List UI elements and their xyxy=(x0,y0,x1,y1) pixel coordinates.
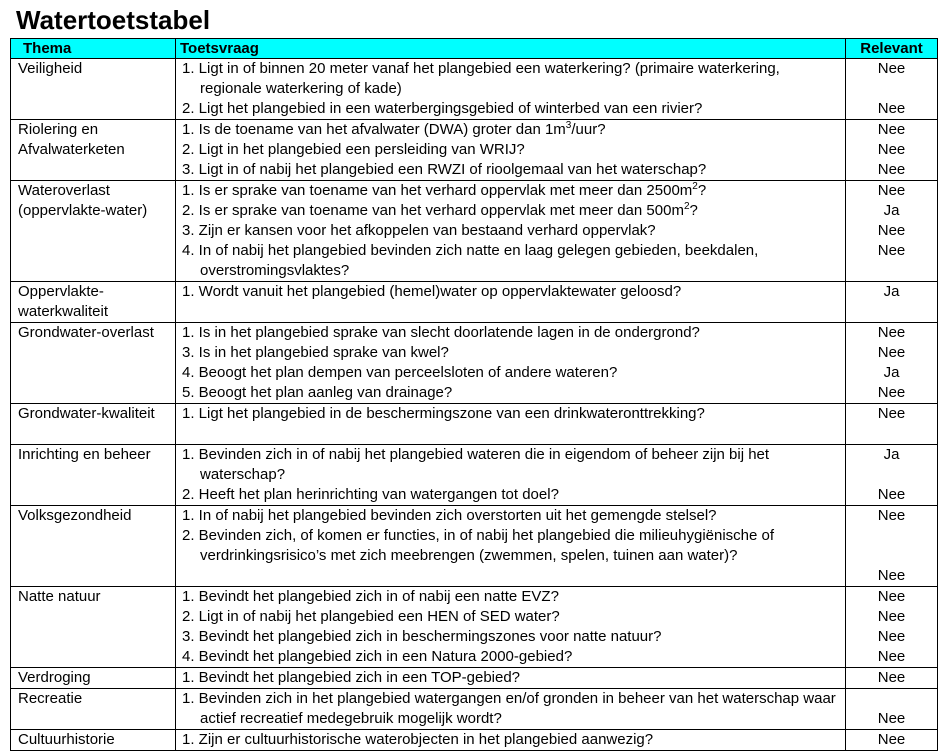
table-row xyxy=(11,445,938,506)
relevant-cell xyxy=(846,323,938,404)
header-toetsvraag: Toetsvraag xyxy=(176,39,846,59)
relevant-value: Nee xyxy=(877,507,906,524)
document-title: Watertoetstabel xyxy=(16,5,211,35)
toetsvraag-cell xyxy=(176,282,846,323)
thema-cell: Recreatie xyxy=(11,689,176,730)
relevant-cell xyxy=(846,730,938,751)
table-row xyxy=(11,59,938,120)
toetsvraag-item: 1. Bevindt het plangebied zich in een TOP-gebied? xyxy=(182,669,521,686)
thema-cell: Riolering en Afvalwaterketen xyxy=(11,120,176,181)
toetsvraag-cell xyxy=(176,445,846,506)
relevant-value: Ja xyxy=(883,283,900,300)
toetsvraag-item xyxy=(182,201,845,221)
table-row xyxy=(11,181,938,282)
toetsvraag-cell xyxy=(176,181,846,282)
relevant-cell xyxy=(846,404,938,445)
table-row xyxy=(11,689,938,730)
relevant-value: Nee xyxy=(877,384,906,401)
relevant-cell xyxy=(846,59,938,120)
toetsvraag-cell xyxy=(176,689,846,730)
toetsvraag-item: 1. Ligt het plangebied in de beschermingszone van een drinkwateronttrekking? xyxy=(182,405,705,422)
toetsvraag-item: 4. Beoogt het plan dempen van perceelsloten of andere wateren? xyxy=(182,364,618,381)
toetsvraag-item: 4. Bevindt het plangebied zich in een Natura 2000-gebied? xyxy=(182,648,573,665)
relevant-cell xyxy=(846,120,938,181)
relevant-value xyxy=(846,526,937,546)
relevant-value: Ja xyxy=(883,364,900,381)
relevant-value: Nee xyxy=(877,121,906,138)
relevant-value: Ja xyxy=(883,446,900,463)
toetsvraag-item: 2. Ligt in of nabij het plangebied een HEN of SED water? xyxy=(182,608,560,625)
superscript: 3 xyxy=(565,120,572,131)
table-row xyxy=(11,587,938,668)
watertoets-table xyxy=(10,38,938,751)
relevant-value: Nee xyxy=(877,161,906,178)
table-header-row xyxy=(11,39,938,59)
relevant-value: Nee xyxy=(877,669,906,686)
table-row xyxy=(11,282,938,323)
toetsvraag-item: 1. Is in het plangebied sprake van slecht doorlatende lagen in de ondergrond? xyxy=(182,324,700,341)
toetsvraag-item: 3. Ligt in of nabij het plangebied een RWZI of rioolgemaal van het waterschap? xyxy=(182,161,707,178)
relevant-value: Nee xyxy=(877,628,906,645)
relevant-value: Nee xyxy=(877,731,906,748)
relevant-value: Nee xyxy=(877,344,906,361)
superscript: 2 xyxy=(683,201,690,212)
toetsvraag-cell xyxy=(176,59,846,120)
toetsvraag-item: 3. Is in het plangebied sprake van kwel? xyxy=(182,344,449,361)
relevant-cell xyxy=(846,587,938,668)
relevant-value: Nee xyxy=(877,182,906,199)
relevant-value: Nee xyxy=(877,100,906,117)
thema-cell: Volksgezondheid xyxy=(11,506,176,587)
question-text: 1. Is er sprake van toename van het verhard oppervlak met meer dan 2500m xyxy=(182,182,693,199)
toetsvraag-item: 5. Beoogt het plan aanleg van drainage? xyxy=(182,384,453,401)
relevant-value: Nee xyxy=(877,486,906,503)
superscript: 2 xyxy=(692,181,698,192)
relevant-value xyxy=(846,261,937,281)
relevant-value: Nee xyxy=(877,222,906,239)
toetsvraag-item: 1. Bevinden zich in of nabij het plangebied wateren die in eigendom of beheer zijn bij het waterschap? xyxy=(182,446,770,483)
toetsvraag-cell xyxy=(176,323,846,404)
relevant-value xyxy=(846,465,937,485)
thema-cell: Veiligheid xyxy=(11,59,176,120)
question-text-suffix: ? xyxy=(689,202,698,219)
relevant-value xyxy=(846,302,937,322)
relevant-cell xyxy=(846,445,938,506)
toetsvraag-cell xyxy=(176,587,846,668)
relevant-value: Nee xyxy=(877,648,906,665)
toetsvraag-item: 3. Bevindt het plangebied zich in beschermingszones voor natte natuur? xyxy=(182,628,662,645)
relevant-cell xyxy=(846,282,938,323)
toetsvraag-cell xyxy=(176,404,846,445)
thema-cell: Cultuurhistorie xyxy=(11,730,176,751)
toetsvraag-item: 3. Zijn er kansen voor het afkoppelen van bestaand verhard oppervlak? xyxy=(182,222,656,239)
relevant-value: Nee xyxy=(877,608,906,625)
relevant-value: Nee xyxy=(877,242,906,259)
toetsvraag-item: 1. Ligt in of binnen 20 meter vanaf het plangebied een waterkering? (primaire waterkering, regionale waterkering of kade) xyxy=(182,60,780,97)
table-row xyxy=(11,323,938,404)
header-relevant: Relevant xyxy=(846,39,938,59)
relevant-value xyxy=(846,689,937,709)
toetsvraag-item: 4. In of nabij het plangebied bevinden zich natte en laag gelegen gebieden, beekdalen, overstromingsvlaktes? xyxy=(182,242,759,279)
question-text: 2. Is er sprake van toename van het verhard oppervlak met meer dan 500m xyxy=(182,202,684,219)
relevant-value xyxy=(846,546,937,566)
toetsvraag-item: 2. Heeft het plan herinrichting van watergangen tot doel? xyxy=(182,486,559,503)
question-text: 1. Is de toename van het afvalwater (DWA) groter dan 1m xyxy=(182,121,566,138)
relevant-cell xyxy=(846,689,938,730)
relevant-value: Nee xyxy=(877,60,906,77)
table-row xyxy=(11,668,938,689)
relevant-value: Nee xyxy=(877,324,906,341)
table-row xyxy=(11,506,938,587)
relevant-cell xyxy=(846,668,938,689)
relevant-value: Nee xyxy=(877,405,906,422)
table-row xyxy=(11,120,938,181)
toetsvraag-cell xyxy=(176,506,846,587)
table-row xyxy=(11,404,938,445)
question-text-suffix: ? xyxy=(697,182,707,199)
relevant-value: Nee xyxy=(877,588,906,605)
question-text-suffix: /uur? xyxy=(571,121,606,138)
thema-cell: Grondwater-overlast xyxy=(11,323,176,404)
relevant-cell xyxy=(846,506,938,587)
thema-cell: Inrichting en beheer xyxy=(11,445,176,506)
toetsvraag-item: 2. Bevinden zich, of komen er functies, in of nabij het plangebied die milieuhygiënische of verdrinkingsrisico’s met zich meebrengen (zwemmen, spelen, tuinen aan water)? xyxy=(182,527,775,564)
relevant-value xyxy=(846,424,937,444)
thema-cell: Oppervlakte-waterkwaliteit xyxy=(11,282,176,323)
relevant-value xyxy=(846,79,937,99)
relevant-value: Ja xyxy=(883,202,900,219)
relevant-cell xyxy=(846,181,938,282)
thema-cell: Grondwater-kwaliteit xyxy=(11,404,176,445)
thema-cell: Verdroging xyxy=(11,668,176,689)
toetsvraag-item: 1. Bevinden zich in het plangebied watergangen en/of gronden in beheer van het waterschap waar actief recreatief medegebruik mogelijk wordt? xyxy=(182,690,836,727)
toetsvraag-item: 1. Zijn er cultuurhistorische waterobjecten in het plangebied aanwezig? xyxy=(182,731,654,748)
toetsvraag-item: 1. Bevindt het plangebied zich in of nabij een natte EVZ? xyxy=(182,588,559,605)
thema-cell: Wateroverlast (oppervlakte-water) xyxy=(11,181,176,282)
relevant-value: Nee xyxy=(877,141,906,158)
table-row xyxy=(11,730,938,751)
toetsvraag-item: 2. Ligt in het plangebied een persleiding van WRIJ? xyxy=(182,141,525,158)
relevant-value: Nee xyxy=(877,710,906,727)
table-body xyxy=(11,59,938,751)
thema-cell: Natte natuur xyxy=(11,587,176,668)
toetsvraag-cell xyxy=(176,668,846,689)
toetsvraag-item xyxy=(182,181,845,201)
toetsvraag-item: 1. Wordt vanuit het plangebied (hemel)water op oppervlaktewater geloosd? xyxy=(182,283,682,300)
toetsvraag-item: 1. In of nabij het plangebied bevinden zich overstorten uit het gemengde stelsel? xyxy=(182,507,717,524)
relevant-value: Nee xyxy=(877,567,906,584)
toetsvraag-item xyxy=(182,120,845,140)
toetsvraag-cell xyxy=(176,120,846,181)
header-thema: Thema xyxy=(11,39,176,59)
toetsvraag-item: 2. Ligt het plangebied in een waterbergingsgebied of winterbed van een rivier? xyxy=(182,100,703,117)
toetsvraag-cell xyxy=(176,730,846,751)
